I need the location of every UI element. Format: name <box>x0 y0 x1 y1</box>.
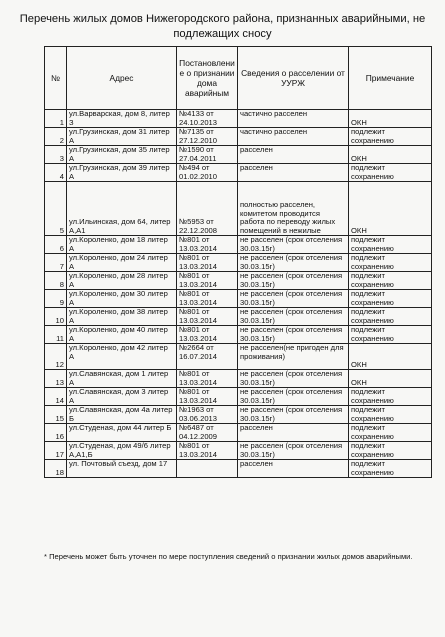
resettlement-cell: расселен <box>238 164 349 182</box>
row-number: 11 <box>45 326 67 344</box>
table-row <box>45 272 432 290</box>
note-cell: подлежит сохранению <box>349 290 432 308</box>
address-cell: ул.Студеная, дом 44 литер Б <box>67 424 177 442</box>
row-number: 16 <box>45 424 67 442</box>
resettlement-cell: не расселен (срок отселения 30.03.15г) <box>238 236 349 254</box>
note-cell: подлежит сохранению <box>349 406 432 424</box>
resettlement-cell: частично расселен <box>238 128 349 146</box>
row-number: 2 <box>45 128 67 146</box>
decree-cell: №7135 от 27.12.2010 <box>177 128 238 146</box>
header-address: Адрес <box>67 47 177 110</box>
header-resettlement: Сведения о расселении от УУРЖ <box>238 47 349 110</box>
note-cell: ОКН <box>349 370 432 388</box>
note-cell: подлежит сохранению <box>349 164 432 182</box>
row-number: 1 <box>45 110 67 128</box>
table-row <box>45 146 432 164</box>
note-cell: ОКН <box>349 344 432 370</box>
resettlement-cell: частично расселен <box>238 110 349 128</box>
row-number: 13 <box>45 370 67 388</box>
table-header-row <box>45 47 432 110</box>
table-row <box>45 182 432 236</box>
resettlement-cell: расселен <box>238 424 349 442</box>
table-row <box>45 406 432 424</box>
table-row <box>45 370 432 388</box>
row-number: 8 <box>45 272 67 290</box>
decree-cell: №5953 от 22.12.2008 <box>177 182 238 236</box>
address-cell: ул.Грузинская, дом 35 литер А <box>67 146 177 164</box>
document-title: Перечень жилых домов Нижегородского района, признанных аварийными, не подлежащих сносу <box>19 13 426 40</box>
address-cell: ул.Короленко, дом 24 литер А <box>67 254 177 272</box>
header-num: № <box>45 47 67 110</box>
note-cell: подлежит сохранению <box>349 460 432 478</box>
address-cell: ул.Студеная, дом 49/6 литер А,А1,Б <box>67 442 177 460</box>
decree-cell: №1963 от 03.06.2013 <box>177 406 238 424</box>
address-cell: ул.Грузинская, дом 39 литер А <box>67 164 177 182</box>
resettlement-cell: не расселен(не пригоден для проживания) <box>238 344 349 370</box>
note-cell: подлежит сохранению <box>349 326 432 344</box>
resettlement-cell: расселен <box>238 146 349 164</box>
table-row <box>45 254 432 272</box>
row-number: 15 <box>45 406 67 424</box>
table-row <box>45 164 432 182</box>
table-row <box>45 326 432 344</box>
table-row <box>45 308 432 326</box>
row-number: 17 <box>45 442 67 460</box>
address-cell: ул.Славянская, дом 1 литер А <box>67 370 177 388</box>
resettlement-cell: не расселен (срок отселения 30.03.15г) <box>238 308 349 326</box>
note-cell: подлежит сохранению <box>349 442 432 460</box>
table-row <box>45 236 432 254</box>
note-cell: ОКН <box>349 146 432 164</box>
address-cell: ул. Почтовый съезд, дом 17 <box>67 460 177 478</box>
decree-cell: №801 от 13.03.2014 <box>177 326 238 344</box>
table-body <box>45 110 432 478</box>
row-number: 4 <box>45 164 67 182</box>
address-cell: ул.Короленко, дом 30 литер А <box>67 290 177 308</box>
decree-cell: №801 от 13.03.2014 <box>177 236 238 254</box>
note-cell: ОКН <box>349 182 432 236</box>
houses-table <box>44 46 432 478</box>
note-cell: подлежит сохранению <box>349 308 432 326</box>
row-number: 14 <box>45 388 67 406</box>
decree-cell: №801 от 13.03.2014 <box>177 254 238 272</box>
note-cell: подлежит сохранению <box>349 424 432 442</box>
resettlement-cell: не расселен (срок отселения 30.03.15г) <box>238 290 349 308</box>
address-cell: ул.Ильинская, дом 64, литер А,А1 <box>67 182 177 236</box>
row-number: 6 <box>45 236 67 254</box>
decree-cell: №801 от 13.03.2014 <box>177 370 238 388</box>
table-row <box>45 388 432 406</box>
decree-cell: №1590 от 27.04.2011 <box>177 146 238 164</box>
decree-cell: №801 от 13.03.2014 <box>177 290 238 308</box>
address-cell: ул.Короленко, дом 18 литер А <box>67 236 177 254</box>
resettlement-cell: полностью расселен, комитетом проводится работа по переводу жилых помещений в нежилые <box>238 182 349 236</box>
table-row <box>45 110 432 128</box>
row-number: 10 <box>45 308 67 326</box>
row-number: 9 <box>45 290 67 308</box>
note-cell: подлежит сохранению <box>349 388 432 406</box>
decree-cell: №2664 от 16.07.2014 <box>177 344 238 370</box>
resettlement-cell: не расселен (срок отселения 30.03.15г) <box>238 254 349 272</box>
decree-cell: №4133 от 24.10.2013 <box>177 110 238 128</box>
table-row <box>45 290 432 308</box>
decree-cell: №801 от 13.03.2014 <box>177 308 238 326</box>
decree-cell: №801 от 13.03.2014 <box>177 442 238 460</box>
note-cell: подлежит сохранению <box>349 254 432 272</box>
table-row <box>45 344 432 370</box>
header-decree: Постановление о признании дома аварийным <box>177 47 238 110</box>
decree-cell: №6487 от 04.12.2009 <box>177 424 238 442</box>
address-cell: ул.Короленко, дом 28 литер А <box>67 272 177 290</box>
row-number: 5 <box>45 182 67 236</box>
address-cell: ул.Славянская, дом 3 литер А <box>67 388 177 406</box>
resettlement-cell: не расселен (срок отселения 30.03.15г) <box>238 272 349 290</box>
resettlement-cell: не расселен (срок отселения 30.03.15г) <box>238 370 349 388</box>
resettlement-cell: не расселен (срок отселения 30.03.15г) <box>238 406 349 424</box>
table-row <box>45 442 432 460</box>
row-number: 7 <box>45 254 67 272</box>
decree-cell <box>177 460 238 478</box>
decree-cell: №494 от 01.02.2010 <box>177 164 238 182</box>
row-number: 3 <box>45 146 67 164</box>
row-number: 18 <box>45 460 67 478</box>
footnote: * Перечень может быть уточнен по мере поступления сведений о признании жилых домов аварийными. <box>44 552 413 561</box>
note-cell: подлежит сохранению <box>349 236 432 254</box>
table-row <box>45 128 432 146</box>
header-note: Примечание <box>349 47 432 110</box>
address-cell: ул.Короленко, дом 42 литер А <box>67 344 177 370</box>
note-cell: подлежит сохранению <box>349 272 432 290</box>
address-cell: ул.Короленко, дом 40 литер А <box>67 326 177 344</box>
address-cell: ул.Славянская, дом 4а литер Б <box>67 406 177 424</box>
decree-cell: №801 от 13.03.2014 <box>177 388 238 406</box>
resettlement-cell: не расселен (срок отселения 30.03.15г) <box>238 326 349 344</box>
resettlement-cell: не расселен (срок отселения 30.03.15г) <box>238 442 349 460</box>
address-cell: ул.Короленко, дом 38 литер А <box>67 308 177 326</box>
note-cell: ОКН <box>349 110 432 128</box>
table-row <box>45 424 432 442</box>
address-cell: ул.Варварская, дом 8, литер З <box>67 110 177 128</box>
address-cell: ул.Грузинская, дом 31 литер А <box>67 128 177 146</box>
row-number: 12 <box>45 344 67 370</box>
table-row <box>45 460 432 478</box>
resettlement-cell: расселен <box>238 460 349 478</box>
resettlement-cell: не расселен (срок отселения 30.03.15г) <box>238 388 349 406</box>
decree-cell: №801 от 13.03.2014 <box>177 272 238 290</box>
note-cell: подлежит сохранению <box>349 128 432 146</box>
